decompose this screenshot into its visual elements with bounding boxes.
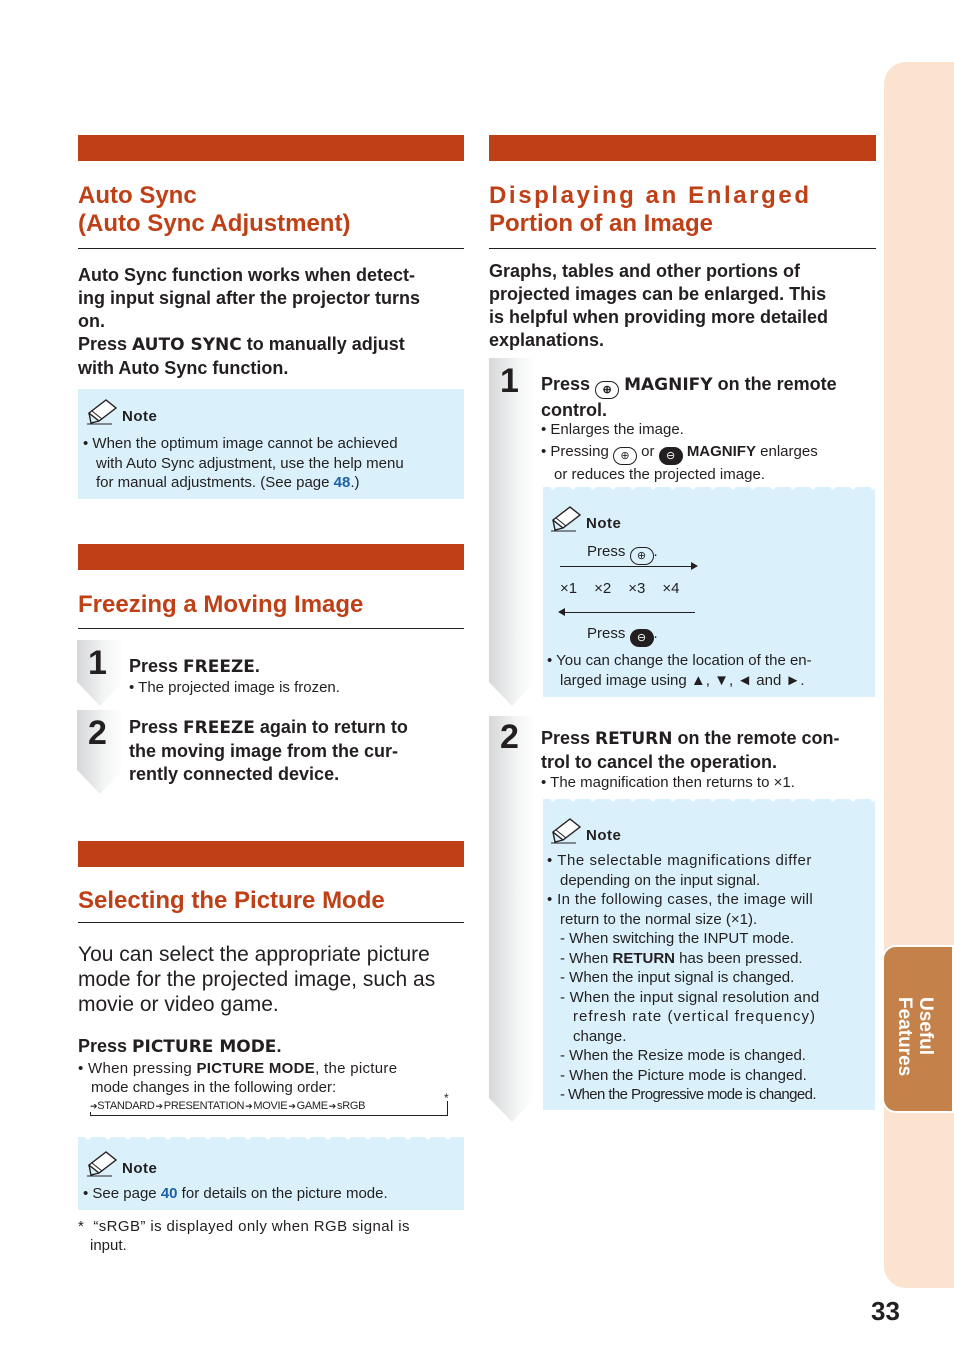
note2-bullet2-line2: return to the normal size (×1). xyxy=(560,910,758,928)
freeze-key: FREEZE xyxy=(183,657,255,677)
note-line3-suffix: .) xyxy=(350,474,360,491)
picture-mode-intro xyxy=(78,942,468,1017)
pm-bullet-suffix: , the picture xyxy=(315,1060,398,1077)
magnify-minus-icon: ⊖ xyxy=(630,629,654,647)
freeze-title: Freezing a Moving Image xyxy=(78,591,364,618)
magnify-minus-icon: ⊖ xyxy=(659,447,683,465)
freeze-step1-number: 1 xyxy=(88,644,107,682)
note2-bullet1-line1: • The selectable magnifications differ xyxy=(547,852,812,869)
e-step1-bullet1-text: Enlarges the image. xyxy=(550,421,684,438)
dash-text-3: When the input signal resolution and xyxy=(569,988,820,1006)
step2-line2: the moving image from the cur- xyxy=(129,741,399,761)
dash-picture: - When the Picture mode is changed. xyxy=(560,1066,807,1084)
auto-sync-title xyxy=(78,182,350,238)
pm-bullet-line1: • When pressing PICTURE MODE, the picture xyxy=(78,1060,398,1077)
picture-mode-cycle xyxy=(90,1091,450,1119)
return-key: RETURN xyxy=(595,729,673,749)
arrow-left-line xyxy=(565,612,695,613)
note2-return-key: RETURN xyxy=(612,949,676,967)
step1-prefix: Press xyxy=(129,656,184,676)
auto-sync-press-line1 xyxy=(78,333,464,357)
cycle-arrow-icon: ➔ xyxy=(328,1100,337,1111)
enlarge-note2 xyxy=(543,799,875,1110)
dash-text-2: When the input signal is changed. xyxy=(569,969,795,986)
note1-bullet-line2: larged image using ▲, ▼, ◄ and ►. xyxy=(560,671,805,689)
pm-intro-line3: movie or video game. xyxy=(78,993,279,1016)
e-step1-prefix: Press xyxy=(541,374,596,394)
cycle-arrow-icon: ➔ xyxy=(155,1100,163,1111)
e-step2-prefix: Press xyxy=(541,728,596,748)
auto-sync-title-line1: Auto Sync xyxy=(78,182,197,209)
cycle-arrow-icon: ➔ xyxy=(245,1100,253,1111)
enlarge-title-line2: Portion of an Image xyxy=(489,210,714,237)
enlarge-step2-bullet: • The magnification then returns to ×1. xyxy=(541,774,795,791)
note1-period: . xyxy=(653,543,658,560)
page-48-link[interactable]: 48 xyxy=(333,474,351,491)
dash-signal-changed: - When the input signal is changed. xyxy=(560,969,795,986)
enlarge-intro xyxy=(489,260,879,352)
dash-resolution-3: change. xyxy=(573,1027,627,1045)
pm-bullet-prefix: When pressing xyxy=(88,1060,197,1077)
note-label: Note xyxy=(586,827,622,844)
note-header xyxy=(86,1149,157,1177)
pm-note-suffix: for details on the picture mode. xyxy=(177,1185,388,1202)
step1-bullet-text: The projected image is frozen. xyxy=(138,679,340,696)
pm-intro-line1: You can select the appropriate picture xyxy=(78,943,430,966)
picture-mode-note xyxy=(78,1137,464,1210)
enlarge-title-line1: Displaying an Enlarged xyxy=(489,182,812,209)
enlarge-intro-line2: projected images can be enlarged. This xyxy=(489,284,827,304)
picture-mode-rule xyxy=(78,922,464,923)
e-step1-bullet2: • Pressing ⊕ or ⊖ MAGNIFY enlarges xyxy=(541,442,871,465)
enlarge-intro-line4: explanations. xyxy=(489,330,605,350)
step2-prefix: Press xyxy=(129,717,184,737)
press-prefix: Press xyxy=(78,334,133,354)
side-tab-useful-features[interactable] xyxy=(882,945,954,1113)
pencil-note-icon xyxy=(550,816,584,844)
freeze-step2-number: 2 xyxy=(88,714,107,752)
note-line2: with Auto Sync adjustment, use the help menu xyxy=(96,454,404,472)
section-bar-enlarge xyxy=(489,135,876,161)
pm-intro-line2: mode for the projected image, such as xyxy=(78,968,436,991)
dash-resolution-1: - When the input signal resolution and xyxy=(560,988,820,1006)
press-suffix: to manually adjust xyxy=(241,334,405,354)
auto-sync-note-bullet: • When the optimum image cannot be achieved xyxy=(83,435,398,452)
pm-press-suffix: . xyxy=(276,1036,282,1056)
freeze-rule xyxy=(78,628,464,629)
note-label: Note xyxy=(122,408,158,425)
footnote-line2: input. xyxy=(90,1237,127,1254)
e-step1-b2-prefix: Pressing xyxy=(550,443,613,460)
e-step1-suffix: on the remote xyxy=(712,374,837,394)
cycle-items xyxy=(90,1100,365,1112)
note-header xyxy=(86,397,157,425)
enlarge-step1-bullets xyxy=(541,420,871,484)
mode-movie: MOVIE xyxy=(253,1100,288,1112)
note-label: Note xyxy=(586,515,622,532)
pencil-note-icon xyxy=(86,397,120,425)
note2-bullet2-line1: • In the following cases, the image will xyxy=(547,891,814,908)
section-bar-freeze xyxy=(78,544,464,570)
dash-resize: - When the Resize mode is changed. xyxy=(560,1047,806,1064)
arrow-right-line xyxy=(560,566,693,567)
pencil-note-icon xyxy=(550,504,584,532)
step2-suffix: again to return to xyxy=(254,717,408,737)
note-line1: When the optimum image cannot be achieved xyxy=(92,435,398,452)
auto-sync-note xyxy=(78,389,464,499)
picture-mode-key: PICTURE MODE xyxy=(132,1037,277,1057)
note2-text xyxy=(547,851,865,1105)
dash-text-8: When the Progressive mode is changed. xyxy=(567,1086,816,1103)
e-step1-b2-or: or xyxy=(636,443,659,460)
dash-return-pressed: - When RETURN has been pressed. xyxy=(560,949,803,967)
auto-sync-intro-line2: ing input signal after the projector turns xyxy=(78,288,421,308)
section-bar-auto-sync xyxy=(78,135,464,161)
e-step2-bullet-text: The magnification then returns to ×1. xyxy=(550,774,795,791)
enlarge-step1-line1 xyxy=(541,373,881,399)
note-header xyxy=(550,816,621,844)
scale-x1: ×1 xyxy=(560,580,578,597)
note1-bullet xyxy=(547,651,872,690)
note2-b2-text: In the following cases, the image will xyxy=(557,891,814,908)
pm-bullet-line2: mode changes in the following order: xyxy=(91,1079,337,1096)
note2-b1-text: The selectable magnifications differ xyxy=(557,852,812,869)
arrow-left-head xyxy=(558,608,565,616)
footnote-star: * xyxy=(78,1218,85,1235)
mode-standard: STANDARD xyxy=(97,1100,155,1112)
pm-note-text: • See page 40 for details on the picture mode. xyxy=(83,1185,388,1202)
e-step2-line1 xyxy=(541,727,881,751)
note1-press-top xyxy=(587,542,658,565)
note1-press-top-label: Press xyxy=(587,543,630,560)
dash-text-0: When switching the INPUT mode. xyxy=(569,930,794,947)
pencil-note-icon xyxy=(86,1149,120,1177)
mode-presentation: PRESENTATION xyxy=(163,1100,245,1112)
dash-text-6: When the Resize mode is changed. xyxy=(569,1047,806,1064)
dash-text-7: When the Picture mode is changed. xyxy=(569,1066,807,1084)
srgb-footnote xyxy=(78,1217,454,1255)
note-label: Note xyxy=(122,1160,158,1177)
enlarge-step2-text xyxy=(541,727,881,774)
auto-sync-key: AUTO SYNC xyxy=(132,335,242,355)
dash-progressive: - When the Progressive mode is changed. xyxy=(560,1086,816,1103)
picture-mode-press xyxy=(78,1035,281,1059)
enlarge-step1-line2: control. xyxy=(541,400,607,420)
mode-game: GAME xyxy=(296,1100,328,1112)
enlarge-rule xyxy=(489,248,876,249)
mode-srgb: sRGB xyxy=(337,1100,366,1112)
footnote-text: “sRGB” is displayed only when RGB signal is xyxy=(93,1218,410,1235)
magnify-key: MAGNIFY xyxy=(624,375,713,395)
auto-sync-press-line2: with Auto Sync function. xyxy=(78,358,289,378)
step2-line3: rently connected device. xyxy=(129,764,340,784)
page-number: 33 xyxy=(871,1296,900,1326)
magnification-scale xyxy=(560,580,679,597)
enlarge-step1-text xyxy=(541,373,881,422)
enlarge-intro-line1: Graphs, tables and other portions of xyxy=(489,261,801,281)
e-step1-bullet2-line2: or reduces the projected image. xyxy=(554,466,765,483)
note1-press-bottom-label: Press xyxy=(587,625,630,642)
note1-bullet-line1: • You can change the location of the en- xyxy=(547,652,812,669)
e-step2-suffix: on the remote con- xyxy=(672,728,840,748)
note-line3-prefix: for manual adjustments. (See page xyxy=(96,474,334,491)
scale-x2: ×2 xyxy=(594,580,612,597)
freeze-step1-bullet: • The projected image is frozen. xyxy=(129,679,340,696)
scale-x3: ×3 xyxy=(628,580,646,597)
pm-press-prefix: Press xyxy=(78,1036,133,1056)
auto-sync-rule xyxy=(78,248,464,249)
picture-mode-title: Selecting the Picture Mode xyxy=(78,887,385,914)
note1-bullet-text: You can change the location of the en- xyxy=(556,652,812,669)
scale-x4: ×4 xyxy=(662,580,680,597)
e-step1-bullet1: • Enlarges the image. xyxy=(541,421,684,438)
enlarge-step2-number: 2 xyxy=(500,718,519,756)
arrow-right-head xyxy=(691,562,698,570)
e-step1-b2-suffix: enlarges xyxy=(755,443,818,460)
enlarge-step2-tab xyxy=(489,716,535,1122)
note1-period-2: . xyxy=(653,625,658,642)
auto-sync-intro-line3: on. xyxy=(78,311,105,331)
auto-sync-intro-line1: Auto Sync function works when detect- xyxy=(78,265,416,285)
magnify-plus-icon: ⊕ xyxy=(630,547,654,565)
auto-sync-title-line2: (Auto Sync Adjustment) xyxy=(78,210,351,237)
pm-bullet-key: PICTURE MODE xyxy=(196,1060,316,1077)
e-step1-b2-key: MAGNIFY xyxy=(686,443,756,460)
page-40-link[interactable]: 40 xyxy=(160,1185,178,1202)
side-tab-label-1: Useful xyxy=(915,997,936,1056)
footnote-line1 xyxy=(78,1217,454,1236)
auto-sync-note-text xyxy=(83,434,458,493)
cycle-arrow-icon: ➔ xyxy=(288,1100,296,1111)
enlarge-title xyxy=(489,182,877,238)
freeze-step1-text xyxy=(129,655,260,679)
note-header xyxy=(550,504,621,532)
enlarge-note1 xyxy=(543,487,875,697)
dash-input-mode: - When switching the INPUT mode. xyxy=(560,930,794,947)
dash-resolution-2: refresh rate (vertical frequency) xyxy=(573,1008,817,1025)
freeze-step2-text xyxy=(129,716,459,786)
note-line3 xyxy=(83,473,458,493)
pm-note-prefix: See page xyxy=(92,1185,161,1202)
note1-press-bottom xyxy=(587,624,658,647)
magnify-plus-icon: ⊕ xyxy=(595,381,619,399)
side-tab-label-2: Features xyxy=(894,997,915,1077)
freeze-key-2: FREEZE xyxy=(183,718,255,738)
section-bar-picture-mode xyxy=(78,841,464,867)
magnify-plus-icon: ⊕ xyxy=(613,447,637,465)
enlarge-intro-line3: is helpful when providing more detailed xyxy=(489,307,829,327)
auto-sync-intro xyxy=(78,264,464,380)
step2-line1 xyxy=(129,716,459,740)
e-step2-line2: trol to cancel the operation. xyxy=(541,752,778,772)
picture-mode-bullet xyxy=(78,1059,453,1097)
cycle-arrow-icon: ➔ xyxy=(90,1100,98,1111)
step1-suffix: . xyxy=(254,656,260,676)
enlarge-step1-number: 1 xyxy=(500,362,519,400)
enlarge-step1-tab xyxy=(489,358,535,706)
srgb-asterisk: * xyxy=(444,1091,449,1105)
note2-bullet1-line2: depending on the input signal. xyxy=(560,871,761,889)
